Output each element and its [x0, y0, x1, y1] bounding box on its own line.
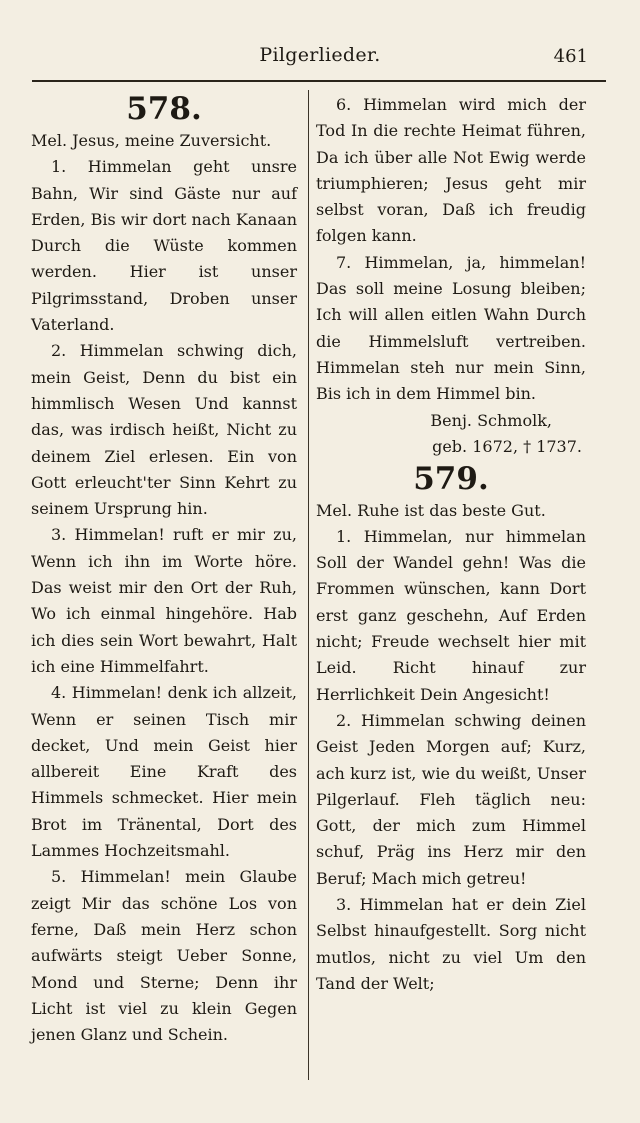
hymn-578-stanza-2: 2. Himmelan schwing dich, mein Geist, Denn du bist ein himmlisch Wesen Und kannst das, was irdisch heißt, Nicht zu deinem Ziel erlesen. Ein von Gott erleucht'ter Sinn Kehrt zu seinem Ursprung hin. [31, 341, 297, 519]
column-divider [308, 90, 309, 1080]
author-name: Benj. Schmolk, [430, 410, 552, 430]
hymn-579-stanza-1: 1. Himmelan, nur himmelan Soll der Wandel gehn! Was die Frommen wünschen, kann Dort erst ganz geschehn, Auf Erden nicht; Freude wechselt hier mit Leid. Richt hinauf zur Herrlichkeit Dein Angesicht! [316, 526, 586, 704]
right-column [316, 92, 586, 997]
hymn-578-stanza-5: 5. Himmelan! mein Glaube zeigt Mir das schöne Los von ferne, Daß mein Herz schon aufwärts steigt Ueber Sonne, Mond und Sterne; Denn ihr Licht ist viel zu klein Gegen jenen Glanz und Schein. [31, 867, 297, 1045]
author-dates: geb. 1672, † 1737. [432, 436, 582, 456]
hymn-578-stanza-3: 3. Himmelan! ruft er mir zu, Wenn ich ihn im Worte höre. Das weist mir den Ort der Ruh, Wo ich einmal hingehöre. Hab ich dies sein Wort bewahrt, Halt ich eine Himmelfahrt. [31, 525, 297, 676]
running-title: Pilgerlieder. [259, 44, 381, 66]
hymn-578-stanza-7: 7. Himmelan, ja, himmelan! Das soll meine Losung bleiben; Ich will allen eitlen Wahn Durch die Himmelsluft vertreiben. Himmelan steh nur mein Sinn, Bis ich in dem Himmel bin. [316, 252, 586, 404]
hymn-number-578: 578. [126, 91, 202, 127]
hymn-579-stanza-2: 2. Himmelan schwing deinen Geist Jeden Morgen auf; Kurz, ach kurz ist, wie du weißt, Unser Pilgerlauf. Fleh täglich neu: Gott, der mich zum Himmel schuf, Präg ins Herz mir den Beruf; Mach mich getreu! [316, 710, 586, 888]
hymn-578-stanza-6: 6. Himmelan wird mich der Tod In die rechte Heimat führen, Da ich über alle Not Ewig werde triumphieren; Jesus geht mir selbst voran, Daß ich freudig folgen kann. [316, 95, 586, 246]
hymn-number-579: 579. [413, 460, 489, 497]
hymn-579-stanza-3: 3. Himmelan hat er dein Ziel Selbst hinaufgestellt. Sorg nicht mutlos, nicht zu viel Um den Tand der Welt; [316, 895, 586, 993]
hymn-578-stanza-1: 1. Himmelan geht unsre Bahn, Wir sind Gäste nur auf Erden, Bis wir dort nach Kanaan Durch die Wüste kommen werden. Hier ist unser Pilgrimsstand, Droben unser Vaterland. [31, 157, 297, 335]
hymn-578-stanza-4: 4. Himmelan! denk ich allzeit, Wenn er seinen Tisch mir decket, Und mein Geist hier allbereit Eine Kraft des Himmels schmecket. Hier mein Brot im Tränental, Dort des Lammes Hochzeitsmahl. [31, 683, 297, 861]
hymn-578-melody: Mel. Jesus, meine Zuversicht. [31, 131, 272, 150]
page-number: 461 [553, 46, 588, 67]
hymn-579-melody: Mel. Ruhe ist das beste Gut. [316, 500, 546, 520]
left-column [31, 90, 297, 1048]
hymn-578-author [316, 408, 586, 460]
header-rule [32, 80, 606, 82]
